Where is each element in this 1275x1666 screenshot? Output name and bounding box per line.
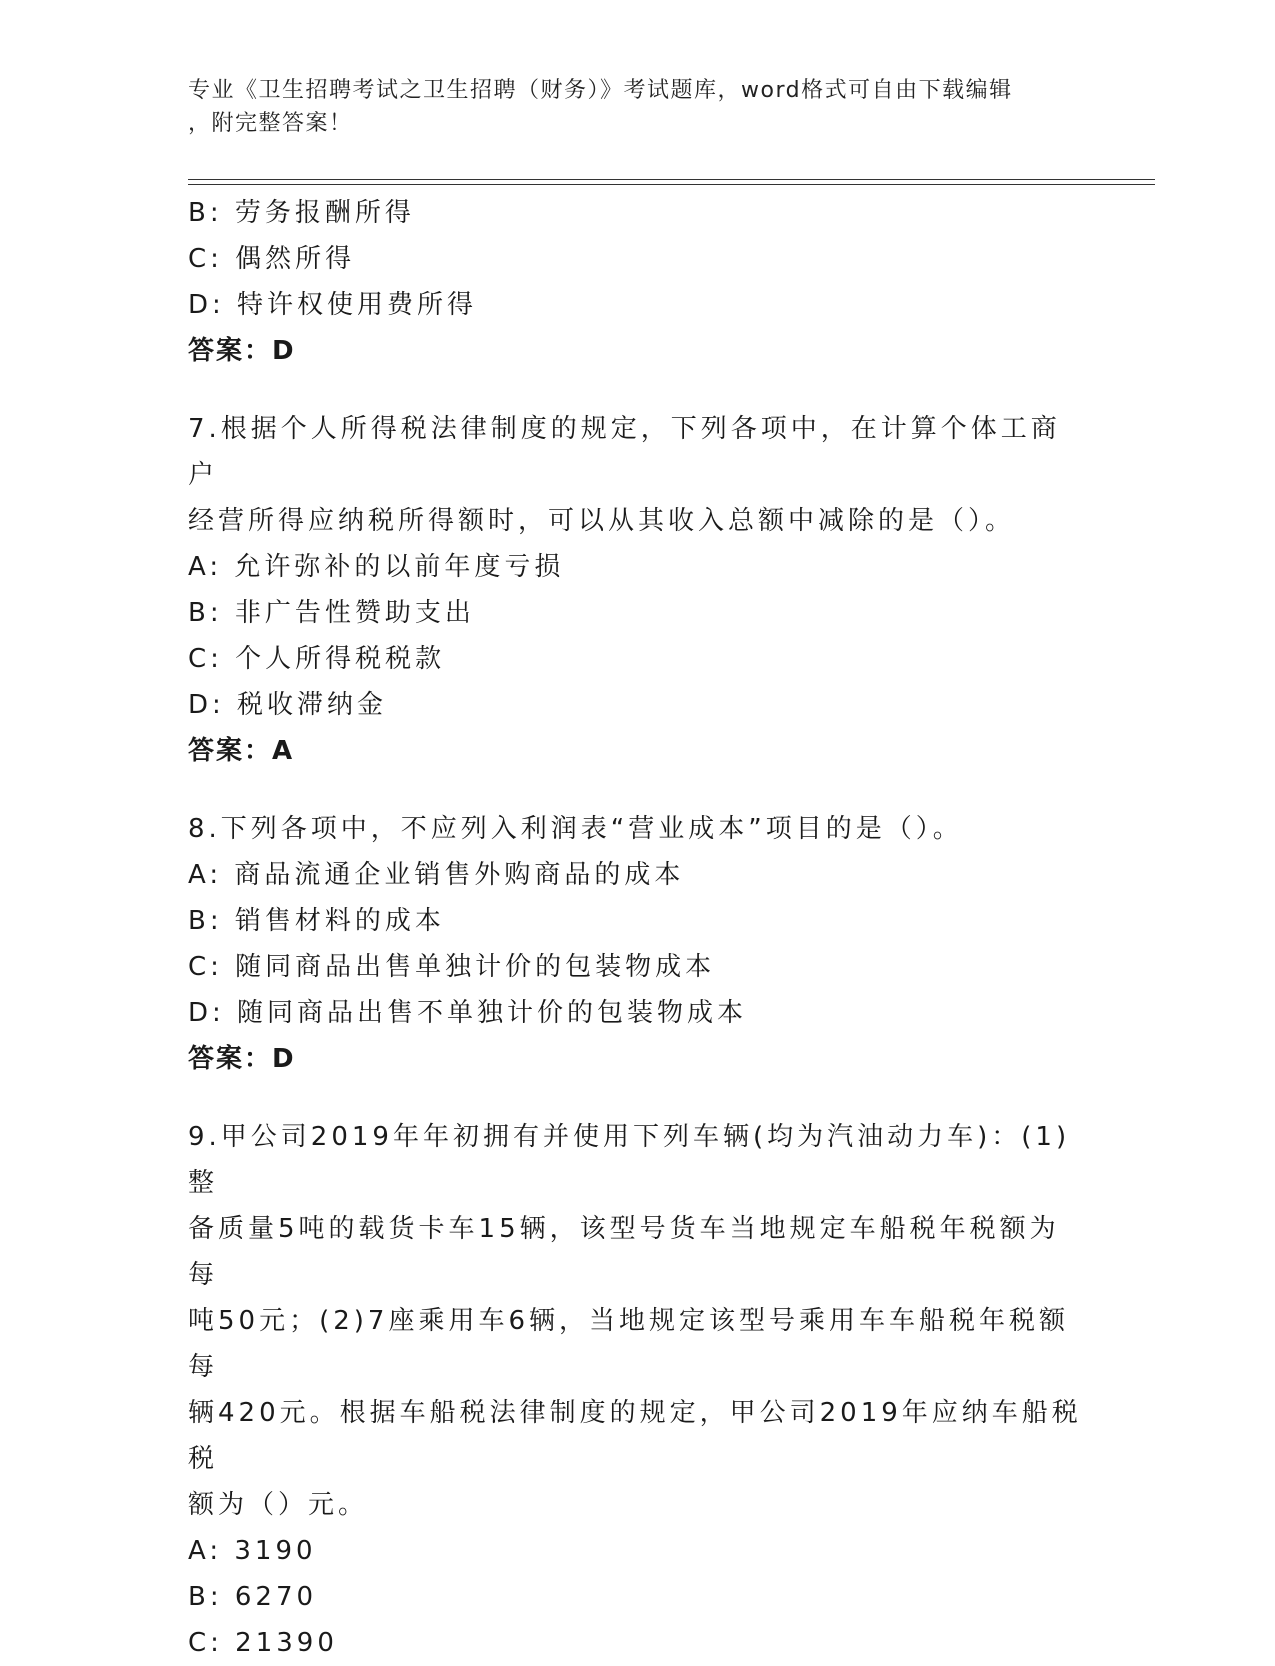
stem-line: 9.甲公司2019年年初拥有并使用下列车辆(均为汽油动力车)：(1)整	[188, 1122, 1071, 1198]
option-d: D: 特许权使用费所得	[188, 290, 478, 320]
question-7	[188, 406, 1088, 774]
option-c: C: 随同商品出售单独计价的包装物成本	[188, 952, 716, 982]
question-stem	[188, 1114, 1088, 1528]
option-b: B: 销售材料的成本	[188, 906, 445, 936]
question-stem	[188, 806, 1088, 852]
option-a: A: 商品流通企业销售外购商品的成本	[188, 860, 685, 890]
stem-line: 8.下列各项中，不应列入利润表“营业成本”项目的是（）。	[188, 814, 963, 844]
option-a: A: 3190	[188, 1536, 317, 1566]
stem-line: 备质量5吨的载货卡车15辆，该型号货车当地规定车船税年税额为每	[188, 1214, 1060, 1290]
question-stem	[188, 406, 1088, 544]
option-a: A: 允许弥补的以前年度亏损	[188, 552, 565, 582]
option-c: C: 偶然所得	[188, 244, 356, 274]
header-divider-top	[188, 179, 1155, 180]
option-d: D: 随同商品出售不单独计价的包装物成本	[188, 998, 748, 1028]
option-d: D: 税收滞纳金	[188, 690, 388, 720]
stem-line: 吨50元；(2)7座乘用车6辆，当地规定该型号乘用车车船税年税额每	[188, 1306, 1069, 1382]
stem-line: 7.根据个人所得税法律制度的规定，下列各项中，在计算个体工商户	[188, 414, 1061, 490]
header-line-1: 专业《卫生招聘考试之卫生招聘（财务）》考试题库，word格式可自由下载编辑	[188, 78, 1013, 103]
answer: 答案：A	[188, 736, 295, 766]
question-9	[188, 1114, 1088, 1666]
option-b: B: 非广告性赞助支出	[188, 598, 475, 628]
header-divider-bottom	[188, 184, 1155, 185]
option-c: C: 个人所得税税款	[188, 644, 446, 674]
option-c: C: 21390	[188, 1628, 338, 1658]
stem-line: 辆420元。根据车船税法律制度的规定，甲公司2019年应纳车船税税	[188, 1398, 1082, 1474]
document-header	[188, 74, 1088, 140]
answer: 答案：D	[188, 1044, 296, 1074]
stem-line: 额为（）元。	[188, 1490, 369, 1520]
option-b: B: 劳务报酬所得	[188, 198, 415, 228]
question-list	[188, 190, 1088, 1666]
answer: 答案：D	[188, 336, 296, 366]
question-8	[188, 806, 1088, 1082]
stem-line: 经营所得应纳税所得额时，可以从其收入总额中减除的是（）。	[188, 506, 1016, 536]
header-line-2: ，附完整答案！	[188, 111, 353, 136]
option-b: B: 6270	[188, 1582, 318, 1612]
question-6-continued	[188, 190, 1088, 374]
